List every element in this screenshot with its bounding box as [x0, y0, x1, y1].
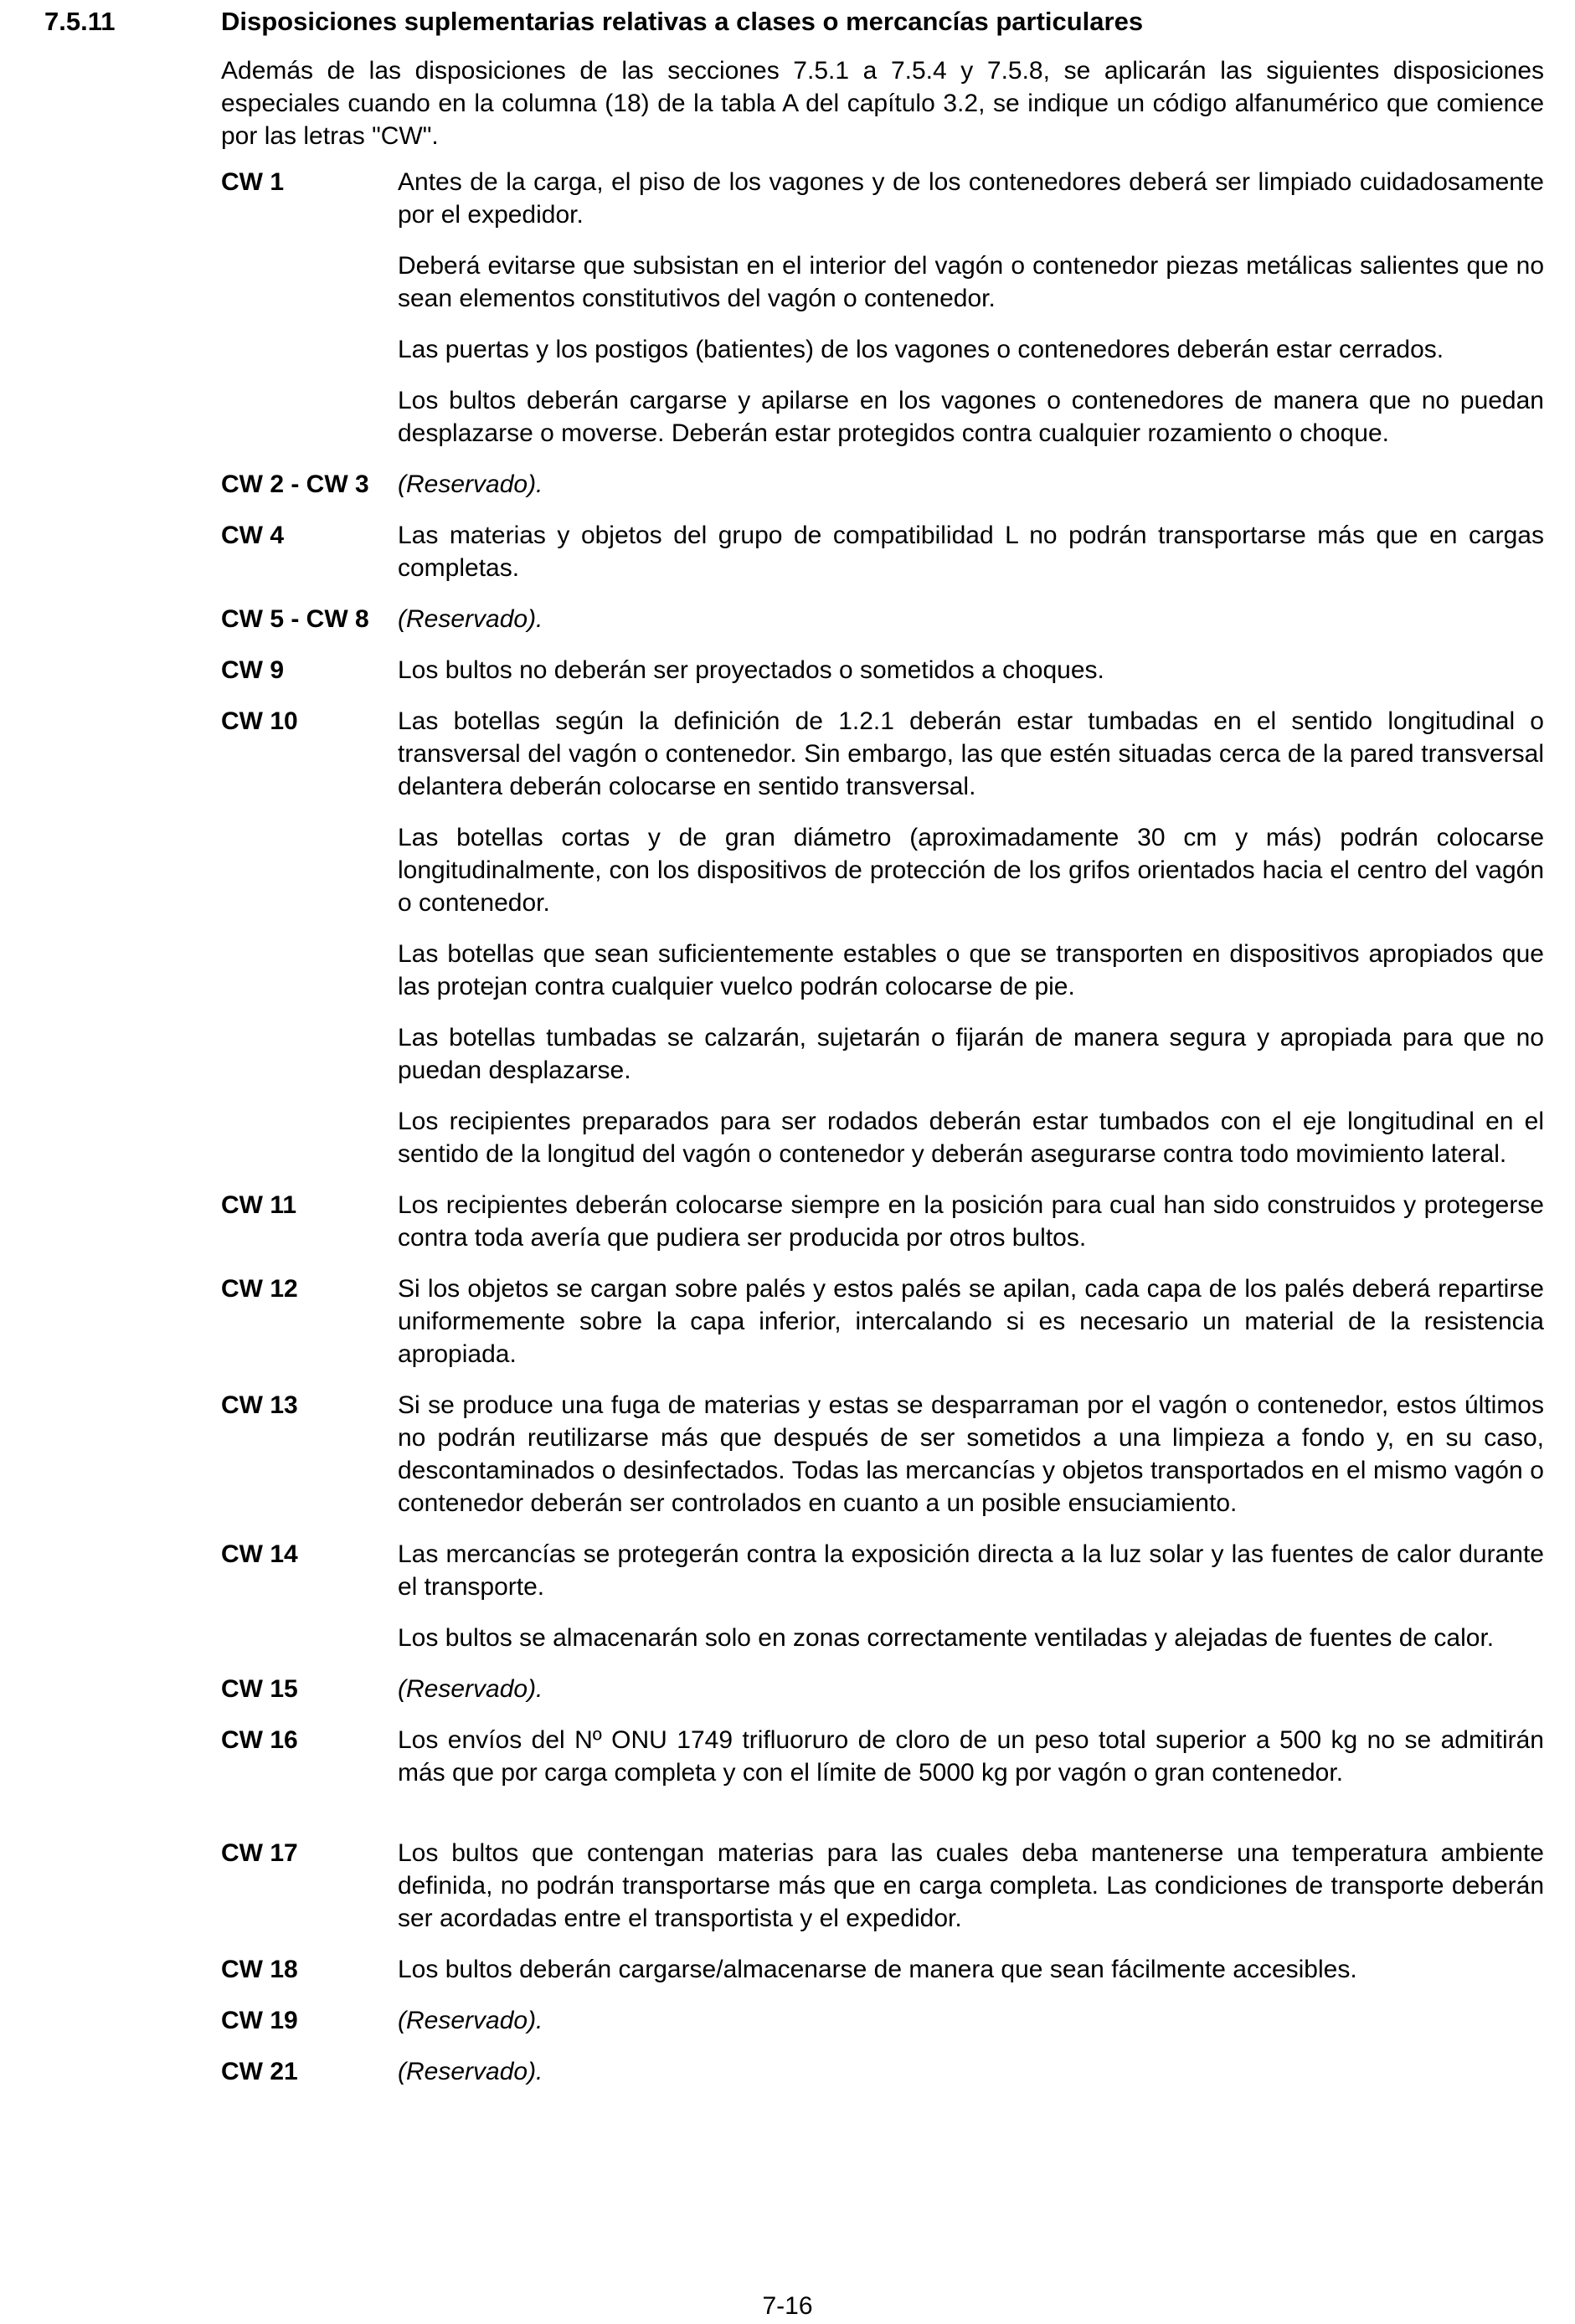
provision-cw5-cw8 [221, 603, 1544, 635]
provision-paragraph: Las puertas y los postigos (batientes) de los vagones o contenedores deberán estar cerrados. [398, 336, 1444, 363]
provision-cw14 [221, 1538, 1544, 1654]
provision-cw13 [221, 1389, 1544, 1519]
section-intro: Además de las disposiciones de las secciones 7.5.1 a 7.5.4 y 7.5.8, se aplicarán las siguientes disposiciones especiales cuando en la columna (18) de la tabla A del capítulo 3.2, se indique un código alfanumérico que comience por las letras "CW". [221, 57, 1544, 150]
provision-code: CW 10 [221, 707, 298, 735]
provision-cw9 [221, 654, 1544, 686]
provision-cw16 [221, 1724, 1544, 1789]
provision-body [398, 654, 1544, 686]
provision-paragraph: Deberá evitarse que subsistan en el interior del vagón o contenedor piezas metálicas salientes que no sean elementos constitutivos del vagón o contenedor. [398, 252, 1544, 312]
provision-paragraph: Las materias y objetos del grupo de compatibilidad L no podrán transportarse más que en cargas completas. [398, 522, 1544, 582]
provision-code: CW 17 [221, 1839, 298, 1867]
provision-code: CW 13 [221, 1391, 298, 1419]
provision-code: CW 11 [221, 1191, 297, 1219]
provision-paragraph: Los bultos se almacenarán solo en zonas correctamente ventiladas y alejadas de fuentes de calor. [398, 1624, 1495, 1652]
provision-code: CW 21 [221, 2058, 298, 2085]
provision-body [398, 1538, 1544, 1654]
provision-code: CW 5 - CW 8 [221, 605, 369, 633]
provisions-list [221, 166, 1544, 2106]
provision-paragraph: Si se produce una fuga de materias y estas se desparraman por el vagón o contenedor, estos últimos no podrán reutilizarse más que después de ser sometidos a una limpieza a fondo y, en su caso, descontaminados o desinfectados. Todas las mercancías y objetos transportados en el mismo vagón o contenedor deberán ser controlados en cuanto a un posible ensuciamiento. [398, 1391, 1544, 1517]
provision-body [398, 1837, 1544, 1935]
provision-code: CW 1 [221, 168, 284, 196]
provision-paragraph: Las botellas que sean suficientemente estables o que se transporten en dispositivos apropiados que las protejan contra cualquier vuelco podrán colocarse de pie. [398, 940, 1544, 1000]
provision-code: CW 4 [221, 522, 284, 549]
provision-cw1 [221, 166, 1544, 450]
provision-cw17 [221, 1837, 1544, 1935]
provision-code: CW 12 [221, 1275, 298, 1303]
provision-reserved: (Reservado). [398, 470, 543, 498]
provision-paragraph: Los envíos del Nº ONU 1749 trifluoruro de cloro de un peso total superior a 500 kg no se admitirán más que por carga completa y con el límite de 5000 kg por vagón o gran contenedor. [398, 1726, 1544, 1787]
section-number: 7.5.11 [44, 7, 116, 36]
provision-body [398, 468, 1544, 501]
provision-cw4 [221, 519, 1544, 584]
provision-paragraph: Los bultos no deberán ser proyectados o sometidos a choques. [398, 656, 1104, 684]
provision-body [398, 1673, 1544, 1705]
provision-cw15 [221, 1673, 1544, 1705]
provision-paragraph: Los bultos deberán cargarse y apilarse en los vagones o contenedores de manera que no puedan desplazarse o moverse. Deberán estar protegidos contra cualquier rozamiento o choque. [398, 387, 1544, 447]
provision-paragraph: Los recipientes preparados para ser rodados deberán estar tumbados con el eje longitudinal en el sentido de la longitud del vagón o contenedor y deberán asegurarse contra todo movimiento lateral. [398, 1108, 1544, 1168]
provision-body [398, 1953, 1544, 1986]
provision-body [398, 705, 1544, 1170]
provision-body [398, 603, 1544, 635]
provision-paragraph: Las mercancías se protegerán contra la exposición directa a la luz solar y las fuentes de calor durante el transporte. [398, 1540, 1544, 1601]
provision-paragraph: Si los objetos se cargan sobre palés y estos palés se apilan, cada capa de los palés deberá repartirse uniformemente sobre la capa inferior, intercalando si es necesario un material de la resistencia apropiada. [398, 1275, 1544, 1368]
provision-code: CW 19 [221, 2007, 298, 2034]
provision-body [398, 519, 1544, 584]
provision-paragraph: Las botellas según la definición de 1.2.1 deberán estar tumbadas en el sentido longitudinal o transversal del vagón o contenedor. Sin embargo, las que estén situadas cerca de la pared transversal delantera deberán colocarse en sentido transversal. [398, 707, 1544, 800]
provision-paragraph: Las botellas cortas y de gran diámetro (aproximadamente 30 cm y más) podrán colocarse longitudinalmente, con los dispositivos de protección de los grifos orientados hacia el centro del vagón o contenedor. [398, 824, 1544, 917]
provision-cw18 [221, 1953, 1544, 1986]
provision-code: CW 2 - CW 3 [221, 470, 369, 498]
provision-reserved: (Reservado). [398, 605, 543, 633]
provision-code: CW 15 [221, 1675, 298, 1703]
provision-body [398, 1189, 1544, 1254]
provision-body [398, 2055, 1544, 2088]
provision-cw11 [221, 1189, 1544, 1254]
provision-cw19 [221, 2004, 1544, 2037]
section-title: Disposiciones suplementarias relativas a clases o mercancías particulares [221, 7, 1144, 36]
provision-body [398, 1273, 1544, 1370]
provision-reserved: (Reservado). [398, 2058, 543, 2085]
provision-cw10 [221, 705, 1544, 1170]
provision-cw12 [221, 1273, 1544, 1370]
provision-cw2-cw3 [221, 468, 1544, 501]
provision-paragraph: Los bultos que contengan materias para las cuales deba mantenerse una temperatura ambiente definida, no podrán transportarse más que en carga completa. Las condiciones de transporte deberán ser acordadas entre el transportista y el expedidor. [398, 1839, 1544, 1932]
provision-reserved: (Reservado). [398, 2007, 543, 2034]
provision-paragraph: Los recipientes deberán colocarse siempre en la posición para cual han sido construidos y protegerse contra toda avería que pudiera ser producida por otros bultos. [398, 1191, 1544, 1252]
provision-paragraph: Antes de la carga, el piso de los vagones y de los contenedores deberá ser limpiado cuidadosamente por el expedidor. [398, 168, 1544, 229]
provision-body [398, 166, 1544, 450]
provision-cw21 [221, 2055, 1544, 2088]
provision-body [398, 2004, 1544, 2037]
provision-body [398, 1389, 1544, 1519]
provision-reserved: (Reservado). [398, 1675, 543, 1703]
provision-code: CW 14 [221, 1540, 298, 1568]
provision-code: CW 9 [221, 656, 284, 684]
provision-paragraph: Las botellas tumbadas se calzarán, sujetarán o fijarán de manera segura y apropiada para que no puedan desplazarse. [398, 1024, 1544, 1084]
provision-code: CW 16 [221, 1726, 298, 1754]
provision-paragraph: Los bultos deberán cargarse/almacenarse de manera que sean fácilmente accesibles. [398, 1956, 1357, 1983]
provision-body [398, 1724, 1544, 1789]
provision-code: CW 18 [221, 1956, 298, 1983]
page-number: 7-16 [762, 2292, 813, 2320]
